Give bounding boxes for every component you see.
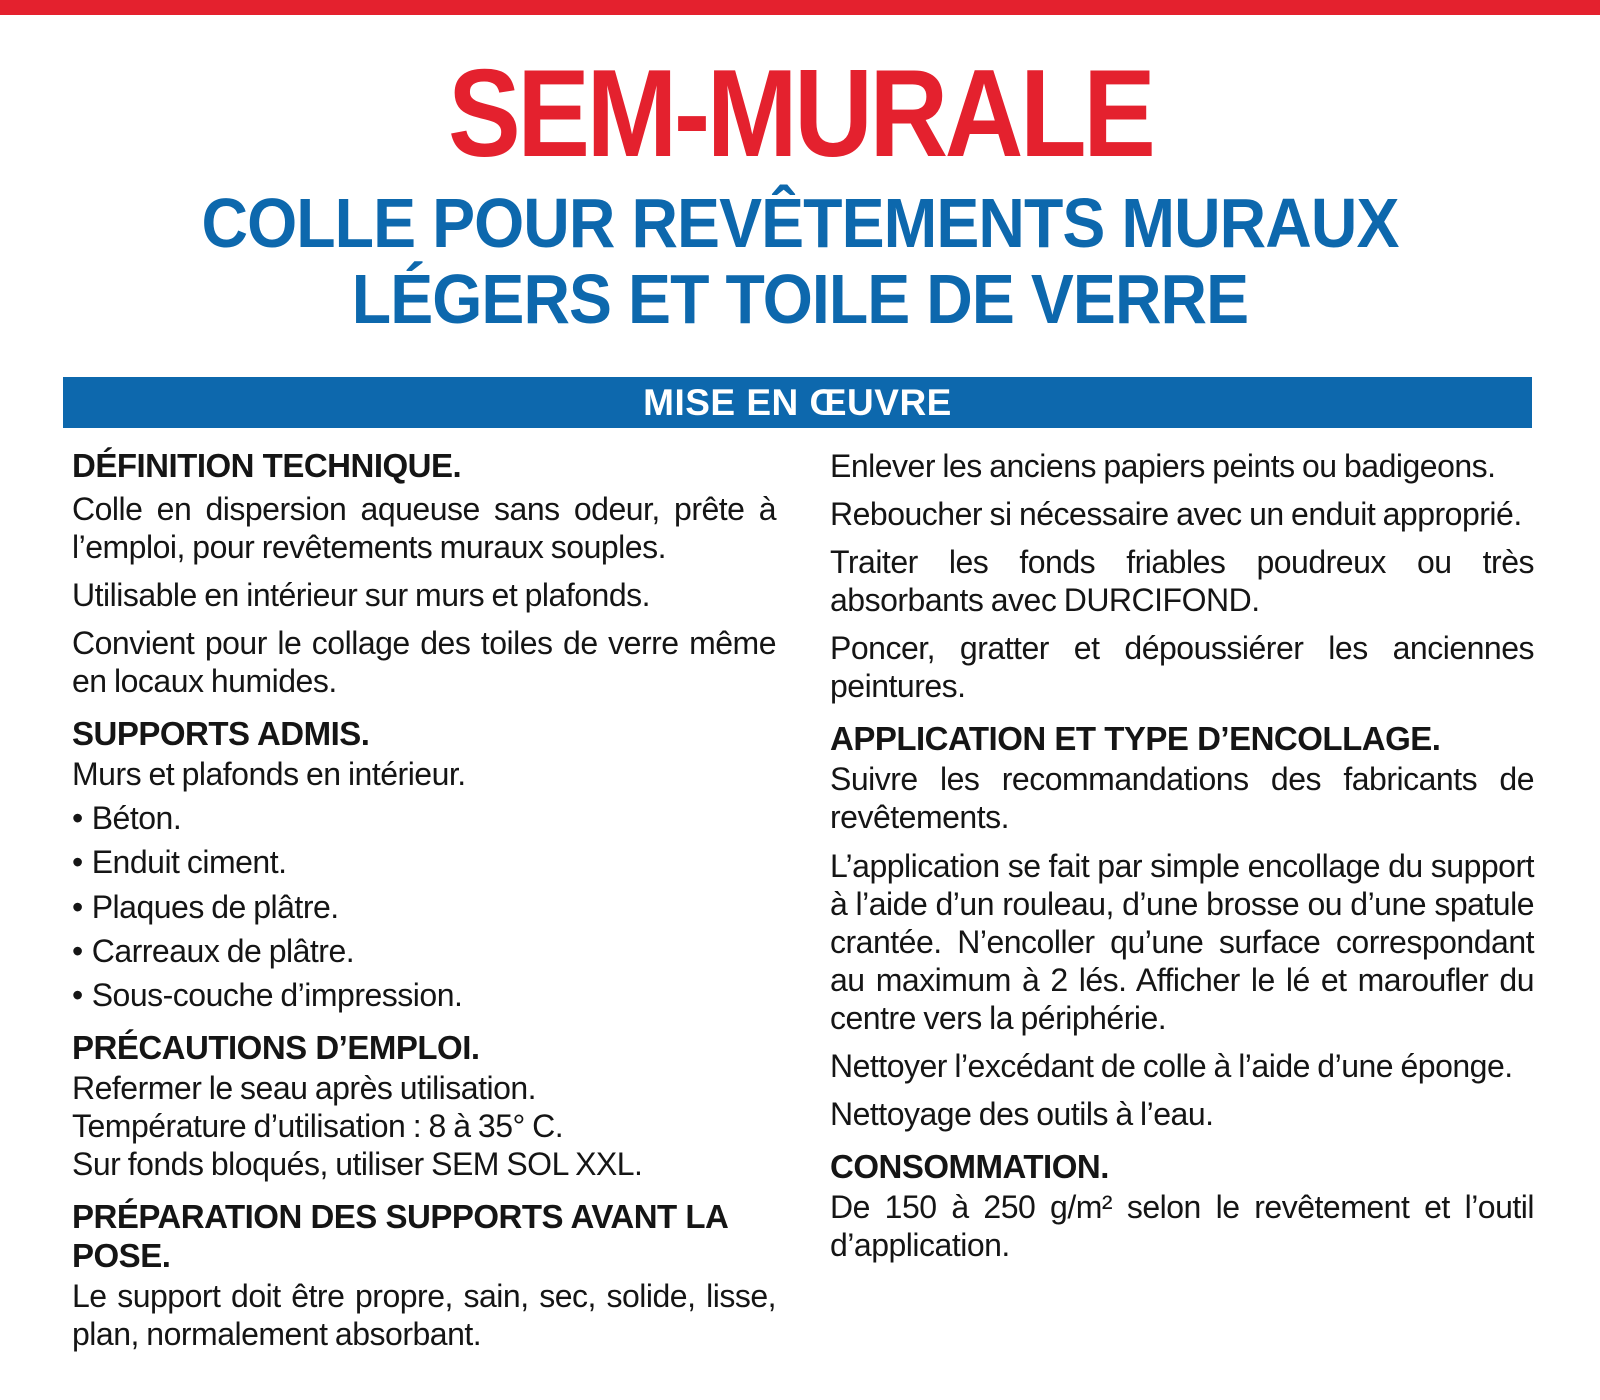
- content-columns: [72, 443, 1534, 1353]
- paragraph-application-4: Nettoyage des outils à l’eau.: [830, 1096, 1214, 1133]
- bullet-label: Sous-couche d’impression.: [91, 976, 463, 1013]
- paragraph-preparation-1: Le support doit être propre, sain, sec, solide, lisse, plan, normalement absorbant.: [72, 1277, 776, 1352]
- heading-application-encollage: APPLICATION ET TYPE D’ENCOLLAGE.: [830, 720, 1441, 758]
- heading-consommation: CONSOMMATION.: [830, 1148, 1109, 1186]
- paragraph-poncer-gratter: Poncer, gratter et dépoussiérer les anciennes peintures.: [830, 630, 1534, 705]
- heading-supports-admis: SUPPORTS ADMIS.: [72, 715, 370, 753]
- right-column: [830, 443, 1534, 1353]
- bullet-icon: •: [72, 932, 83, 969]
- product-subtitle: [64, 186, 1536, 337]
- bullet-label: Enduit ciment.: [91, 844, 287, 881]
- paragraph-application-2: L’application se fait par simple encollage du support à l’aide d’un rouleau, d’une brosse ou d’une spatule crantée. N’encoller qu’une surface correspondant au maximum à 2 lés. Afficher le lé et maroufler du centre vers la périphérie.: [830, 847, 1534, 1036]
- paragraph-definition-3: Convient pour le collage des toiles de verre même en locaux humides.: [72, 625, 776, 700]
- paragraph-precaution-2: Température d’utilisation : 8 à 35° C.: [72, 1107, 564, 1144]
- bullet-item-carreaux-de-platre: [72, 932, 776, 970]
- section-banner: [63, 377, 1532, 428]
- subtitle-line-1: COLLE POUR REVÊTEMENTS MURAUX: [201, 184, 1399, 262]
- paragraph-precaution-3: Sur fonds bloqués, utiliser SEM SOL XXL.: [72, 1145, 643, 1182]
- bullet-item-plaques-de-platre: [72, 888, 776, 926]
- bullet-icon: •: [72, 888, 83, 925]
- bullet-label: Béton.: [91, 800, 182, 837]
- paragraph-definition-1: Colle en dispersion aqueuse sans odeur, prête à l’emploi, pour revêtements muraux souples.: [72, 490, 776, 566]
- paragraph-precaution-1: Refermer le seau après utilisation.: [72, 1069, 537, 1106]
- paragraph-traiter-fonds: Traiter les fonds friables poudreux ou très absorbants avec DURCIFOND.: [830, 544, 1534, 619]
- paragraph-supports-intro: Murs et plafonds en intérieur.: [72, 756, 466, 793]
- paragraph-consommation-1: De 150 à 250 g/m² selon le revêtement et l’outil d’application.: [830, 1189, 1534, 1264]
- bullet-icon: •: [72, 800, 83, 837]
- subtitle-line-2: LÉGERS ET TOILE DE VERRE: [351, 259, 1249, 338]
- bullet-label: Plaques de plâtre.: [91, 888, 339, 925]
- paragraph-definition-2: Utilisable en intérieur sur murs et plafonds.: [72, 577, 650, 614]
- paragraph-enlever-papiers: Enlever les anciens papiers peints ou badigeons.: [830, 448, 1496, 484]
- bullet-item-enduit-ciment: [72, 843, 776, 881]
- bullet-label: Carreaux de plâtre.: [91, 932, 355, 969]
- heading-preparation-des-supports: PRÉPARATION DES SUPPORTS AVANT LA POSE.: [72, 1197, 728, 1274]
- left-column: [72, 443, 776, 1353]
- heading-precautions-demploi: PRÉCAUTIONS D’EMPLOI.: [72, 1028, 480, 1066]
- bullet-icon: •: [72, 976, 83, 1013]
- heading-definition-technique: DÉFINITION TECHNIQUE.: [72, 447, 462, 484]
- paragraph-reboucher: Reboucher si nécessaire avec un enduit approprié.: [830, 496, 1522, 533]
- product-title: SEM-MURALE: [447, 45, 1153, 183]
- title-area: [0, 45, 1600, 183]
- bullet-item-sous-couche: [72, 976, 776, 1014]
- bullet-item-beton: [72, 799, 776, 837]
- top-red-bar: [0, 0, 1600, 15]
- paragraph-application-1: Suivre les recommandations des fabricants de revêtements.: [830, 761, 1534, 836]
- bullet-icon: •: [72, 844, 83, 881]
- banner-label: MISE EN ŒUVRE: [643, 381, 952, 423]
- paragraph-application-3: Nettoyer l’excédant de colle à l’aide d’une éponge.: [830, 1047, 1513, 1084]
